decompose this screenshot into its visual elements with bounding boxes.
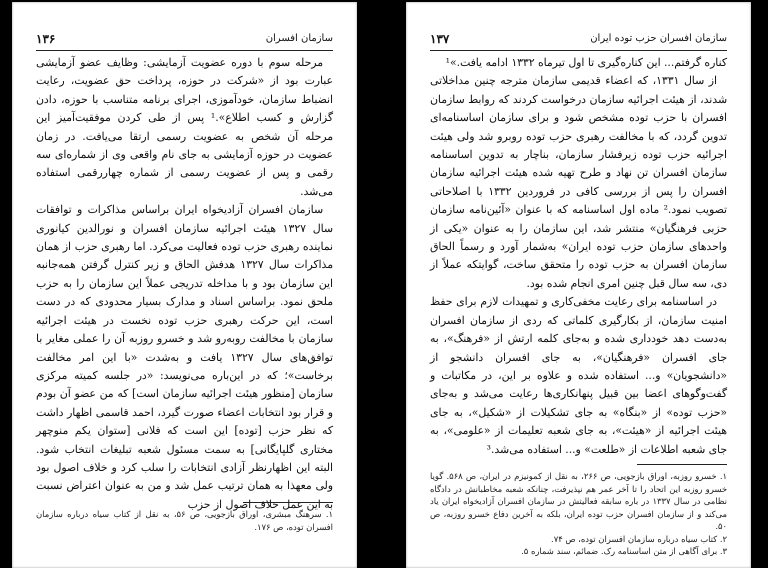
page-header [36, 32, 333, 51]
footnotes [430, 470, 727, 558]
footnote: ۱. سرهنگ مبشری، اوراق بازجویی، ص ۵۶، به نقل از کتاب سیاه درباره سازمان افسران توده، ص ۱۷۶. [36, 509, 334, 532]
running-head: سازمان افسران [265, 33, 333, 44]
footnote: ۳. برای آگاهی از متن اساسنامه رک. ضمائم، سند شماره ۵. [521, 546, 727, 556]
page-number: ۱۳۶ [36, 32, 56, 46]
paragraph: در اساسنامه برای رعایت مخفی‌کاری و تمهیدات لازم برای حفظ امنیت سازمان، از بکارگیری کلماتی که ردی از سازمان افسران به‌دست دهد خودداری شده و به‌جای کلمه ارتش از «فرهنگ»، به جای افسران «فرهنگیان»، به جای افسران دانشجو از «دانشجویان» و... استفاده شده و علاوه بر این، در مکاتبات و گفت‌وگوهای اعضا بین قبیل پنهانکاری‌ها رعایت می‌شد و به‌جای «حزب توده» از «بنگاه» به جای تشکیلات از «شکیل»، به جای هیئت اجرائیه از «هیئت»، به جای شعبه تعلیمات از «علومی»، به جای شعبه اطلاعات از «طلعت» و... استفاده می‌شد.³ [430, 295, 727, 456]
footnote-rule [243, 502, 333, 503]
paragraph: از سال ۱۳۳۱، که اعضاء قدیمی سازمان مترجه چنین مداخلاتی شدند، از هیئت اجرائیه سازمان درخواست کردند که روابط سازمان افسران با حزب توده مشخص شود و برای سازمان اساسنامه‌ای تدوین گردد، که با مخالفت رهبری حزب توده روبرو شد ولی هیئت اجرائیه حزب توده زیرفشار سازمان، بناچار به تدوین اساسنامه سازمان افسران تن نهاد و طرح تهیه شده هیئت اجرائیه سازمان افسران را پس از بررسی کافی در فروردین ۱۳۳۲ با اصلاحاتی تصویب نمود.² ماده اول اساسنامه که با عنوان «آئین‌نامه سازمان حزبی فرهنگیان» منتشر شد، این سازمان را به عنوان «یکی از واحدهای سازمان حزب توده ایران» به‌شمار آورد و رسماً الحاق سازمان افسران به حزب توده را متحقق ساخت، گوایتکه عملاً از دی، سه سال قبل چنین امری انجام شده بود. [430, 74, 727, 290]
paragraph: مرحله سوم با دوره عضویت آزمایشی: وظایف عضو آزمایشی عبارت بود از «شرکت در حوزه، پرداخت حق عضویت، رعایت انضباط سازمان، خودآموزی، اجرای برنامه متناسب با حوزه، دادن گزارش و کسب اطلاع».¹ پس از طی کردن موفقیت‌آمیز این مرحله آن شخص به عضویت رسمی ارتقا می‌یافت. در زمان عضویت در حوزه آزمایشی به جای نام واقعی وی از شماره‌ای سه رقمی و پس از عضویت رسمی از شماره چهاررقمی استفاده می‌شد. [36, 56, 334, 198]
footnotes [36, 508, 333, 533]
footnote: ۲. کتاب سیاه درباره سازمان افسران توده، ص ۷۴. [551, 533, 727, 544]
page-137 [406, 2, 751, 568]
footnote: ۱. خسرو روزبه، اوراق بازجویی، ص ۲۶۶، به نقل از کمونیزم در ایران، ص ۵۶۸. گویا خسرو روزبه این اتحاد را تا آخر عمر هم نپذیرفت، چنانکه شعبه مخاطبانش در دادگاه نظامی در سال ۱۳۳۷ در باره سابقه فعالیتش در سازمان افسران آزادیخواه ایران یاد می‌کند و از سازمان افسران حزب توده ایران، بلکه به آخرین دفاع خسرو روزبه، ص ۵۰. [430, 471, 728, 531]
page-body [36, 54, 333, 514]
page-136 [12, 2, 357, 568]
paragraph: کناره گرفتم... این کناره‌گیری تا اول تیرماه ۱۳۳۲ ادامه یافت.»¹ [445, 56, 727, 69]
page-header [430, 32, 727, 51]
page-body [430, 54, 727, 459]
page-number: ۱۳۷ [430, 32, 450, 46]
paragraph: سازمان افسران آزادیخواه ایران براساس مذاکرات و توافقات سال ۱۳۲۷ هیئت اجرائیه سازمان افسران و نورالدین کیانوری نماینده رهبری حزب توده فعالیت می‌کرد. اما رهبری حزب از همان مذاکرات سال ۱۳۲۷ هدفش الحاق و زیر کنترل گرفتن همه‌جانبه این سازمان بود و با مداخله تدریجی عملاً این سازمان را به حزب ملحق نمود. براساس اسناد و مدارک بسیار محدودی که در دست است، این حرکت رهبری حزب توده نخست در هیئت اجرائیه سازمان با مخالفت روبه‌رو شد و خسرو روزبه آن را عملی مغایر با توافق‌های سال ۱۳۲۷ یافت و به‌شدت «با این امر مخالفت برخاست»؛ که در این‌باره می‌نویسد: «در جلسه کمیته مرکزی سازمان [منظور هیئت اجرائیه سازمان است] که من عضو آن بودم و قرار بود انتخابات اعضاء صورت گیرد، احمد قاسمی اظهار داشت که نظر حزب [توده] این است که فلانی [ستوان یکم منوچهر مختاری گلپایگانی] به سمت مسئول شعبه تبلیغات انتخاب شود. البته این اظهارنظر آزادی انتخابات را سلب کرد و خلاف اصول بود ولی معهذا به همان ترتیب عمل شد و من به عنوان اعتراض نسبت به این عمل خلاف اصول از حزب [36, 203, 333, 511]
footnote-rule [637, 464, 727, 465]
running-head: سازمان افسران حزب توده ایران [590, 33, 727, 44]
